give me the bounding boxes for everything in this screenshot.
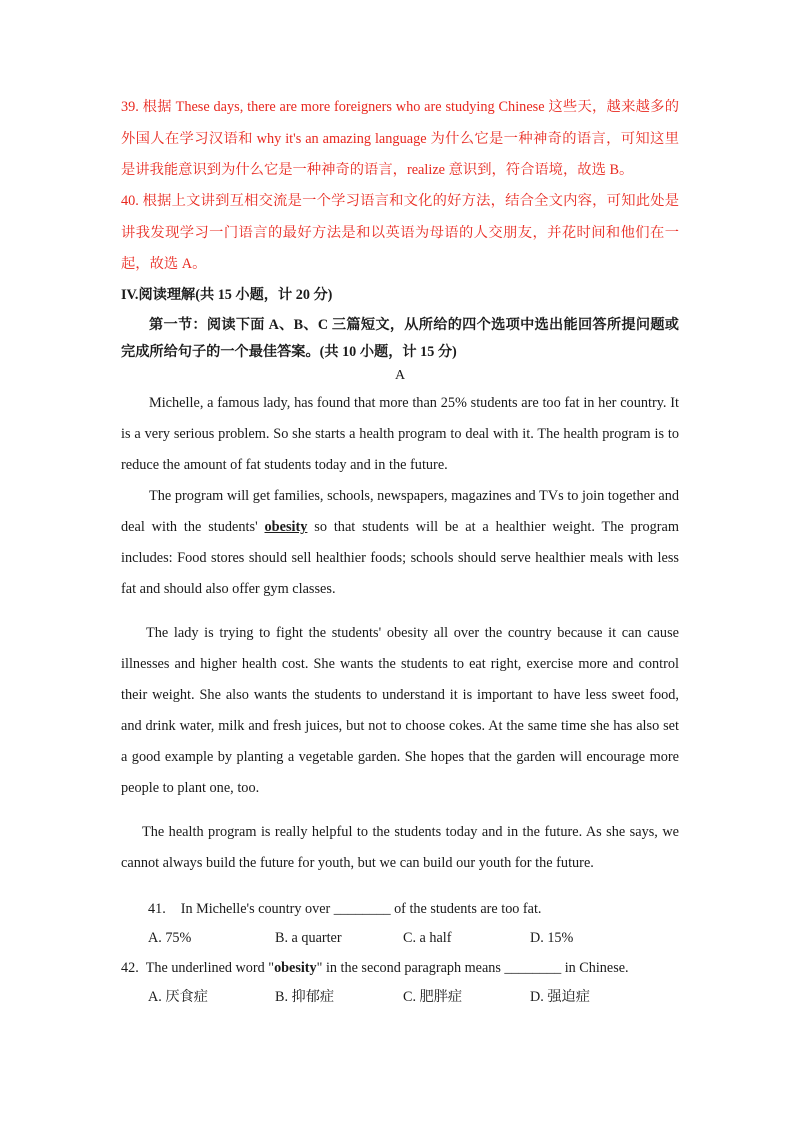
underlined-word-obesity: obesity [264, 519, 308, 535]
option-41-d[interactable]: D. 15% [530, 930, 574, 946]
question-42-stem-before: The underlined word " [145, 960, 275, 976]
option-42-c[interactable]: C. 肥胖症 [403, 989, 463, 1005]
answer-39-quote-1: These days, there are more foreigners who are studying Chinese [171, 99, 549, 115]
answer-40-text: 40. 根据上文讲到互相交流是一个学习语言和文化的好方法，结合全文内容，可知此处是讲我发现学习一门语言的最好方法是和以英语为母语的人交朋友，并花时间和他们在一起，故选 [121, 193, 679, 272]
paragraph-2-text-after: so that students will be at a healthier weight. The program includes: Food stores should sell healthier foods; schools should serve healthier meals with less fat and should also offer gym classes. [121, 519, 679, 597]
section-title: IV.阅读理解(共 15 小题，计 20 分) [121, 287, 333, 303]
option-41-a[interactable]: A. 75% [148, 930, 192, 946]
answer-explanation-39 [121, 92, 679, 187]
answer-explanation-40 [121, 186, 679, 281]
answer-39-text-1: 这些天，越来越多的外国人在学习汉语和 [121, 99, 679, 147]
option-42-a[interactable]: A. 厌食症 [148, 989, 208, 1005]
question-42-options [148, 986, 668, 1008]
passage-paragraph-1: Michelle, a famous lady, has found that more than 25% students are too fat in her country. It is a very serious problem. So she starts a health program to deal with it. The health program is to reduce the amount of fat students today and in the future. [121, 395, 679, 473]
question-41 [148, 898, 541, 920]
question-42-stem-after: " in the second paragraph means ________ in Chinese. [316, 960, 629, 976]
question-42 [121, 957, 629, 979]
answer-40-end: 。 [192, 256, 207, 272]
question-41-number: 41. [148, 901, 166, 917]
answer-39-text-3: 意识到，符合语境，故选 [448, 162, 606, 178]
answer-39-quote-3: realize [406, 162, 449, 178]
passage-label: A [394, 368, 406, 383]
answer-39-text-2: 为什么它是一种神奇的语言，可知这里是讲我能意识到为什么它是一种神奇的语言， [121, 130, 679, 178]
option-41-b[interactable]: B. a quarter [275, 930, 342, 946]
question-42-number: 42. [121, 960, 139, 976]
option-42-b[interactable]: B. 抑郁症 [275, 989, 335, 1005]
answer-40-choice: A [178, 256, 193, 272]
question-42-bold-word: obesity [274, 960, 317, 976]
question-41-stem: In Michelle's country over ________ of the students are too fat. [180, 901, 542, 917]
option-41-c[interactable]: C. a half [403, 930, 452, 946]
option-42-d[interactable]: D. 强迫症 [530, 989, 590, 1005]
question-41-options [148, 927, 668, 949]
answer-39-choice: B [605, 162, 619, 178]
passage-paragraph-4: The health program is really helpful to the students today and in the future. As she says, we cannot always build the future for youth, but we can build our youth for the future. [121, 824, 679, 871]
answer-39-prefix: 39. 根据 [121, 99, 172, 115]
paragraph-2-text-before: The program will get families, schools, newspapers, magazines and TVs to join together and deal with the students' [121, 488, 679, 535]
answer-39-quote-2: why it's an amazing language [252, 130, 431, 147]
passage-paragraph-3: The lady is trying to fight the students' obesity all over the country because it can cause illnesses and higher health cost. She wants the students to eat right, exercise more and control their weight. She also wants the students to understand it is important to have less sweet food, and drink water, milk and fresh juices, but not to choose cokes. At the same time she has also set a good example by planting a vegetable garden. She hopes that the garden will encourage more people to plant one, too. [121, 625, 679, 796]
passage-paragraph-2 [121, 481, 679, 605]
section-instructions: 第一节：阅读下面 A、B、C 三篇短文，从所给的四个选项中选出能回答所提问题或完成所给句子的一个最佳答案。(共 10 小题，计 15 分) [121, 317, 679, 360]
answer-39-end: 。 [619, 162, 634, 178]
